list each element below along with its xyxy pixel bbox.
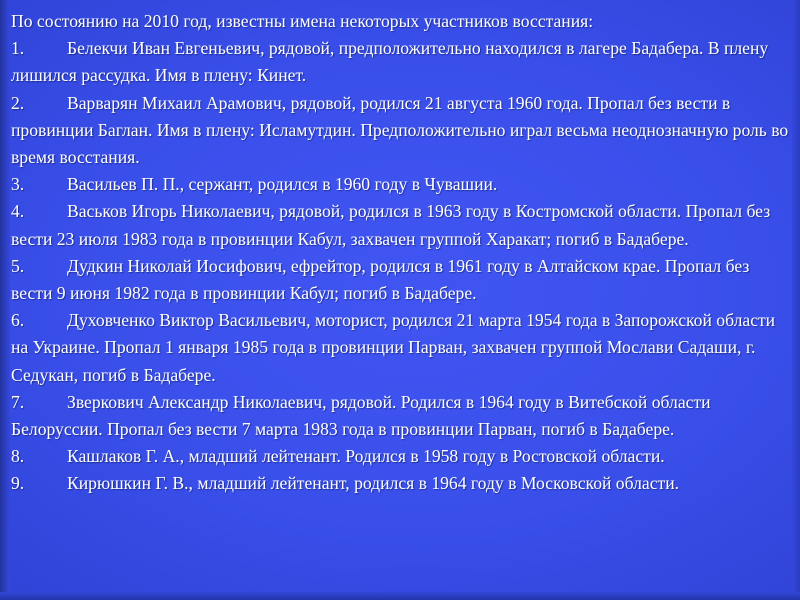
list-item (11, 470, 789, 497)
list-item-text: Варварян Михаил Арамович, рядовой, родился 21 августа 1960 года. Пропал без вести в провинции Баглан. Имя в плену: Исламутдин. Предположительно играл весьма неоднозначную роль во время восстания. (11, 92, 789, 168)
list-item (11, 90, 789, 172)
slide-left-edge (0, 0, 10, 600)
list-item (11, 253, 789, 307)
list-item-text: Белекчи Иван Евгеньевич, рядовой, предположительно находился в лагере Бадабера. В плену лишился рассудка. Имя в плену: Кинет. (11, 38, 769, 86)
intro-text: По состоянию на 2010 год, известны имена некоторых участников восстания: (11, 11, 594, 31)
list-item-text: Васьков Игорь Николаевич, рядовой, родился в 1963 году в Костромской области. Пропал без вести 23 июля 1983 года в провинции Кабул, захвачен группой Харакат; погиб в Бадабере. (11, 201, 771, 249)
list-item (11, 171, 789, 198)
list-item-number: 6. (11, 310, 25, 331)
list-item (11, 389, 789, 443)
slide-content (11, 8, 789, 498)
slide-right-edge (792, 0, 800, 600)
list-item-number: 4. (11, 201, 25, 222)
list-item (11, 443, 789, 470)
list-item-number: 1. (11, 38, 25, 59)
list-item (11, 198, 789, 252)
participant-list (11, 35, 789, 497)
list-item-text: Кашлаков Г. А., младший лейтенант. Родился в 1958 году в Ростовской области. (67, 446, 665, 467)
list-item-text: Духовченко Виктор Васильевич, моторист, родился 21 марта 1954 года в Запорожской области на Украине. Пропал 1 января 1985 года в провинции Парван, захвачен группой Мослави Садаши, г. Седукан, погиб в Бадабере. (11, 310, 776, 385)
list-item-text: Дудкин Николай Иосифович, ефрейтор, родился в 1961 году в Алтайском крае. Пропал без вести 9 июня 1982 года в провинции Кабул; погиб в Бадабере. (11, 255, 750, 304)
list-item-number: 9. (11, 473, 25, 494)
list-item-text: Зверкович Александр Николаевич, рядовой. Родился в 1964 году в Витебской области Белоруссии. Пропал без вести 7 марта 1983 года в провинции Парван, погиб в Бадабере. (11, 391, 711, 440)
list-item-number: 8. (11, 446, 25, 467)
list-item-number: 3. (11, 174, 25, 195)
list-item-number: 2. (11, 92, 25, 113)
list-item (11, 307, 789, 389)
list-item-number: 7. (11, 391, 25, 412)
list-item-text: Васильев П. П., сержант, родился в 1960 году в Чувашии. (67, 174, 498, 195)
list-item-number: 5. (11, 255, 25, 276)
list-item-text: Кирюшкин Г. В., младший лейтенант, родился в 1964 году в Московской области. (67, 473, 680, 494)
list-item (11, 35, 789, 89)
slide-bottom-edge (0, 592, 800, 600)
